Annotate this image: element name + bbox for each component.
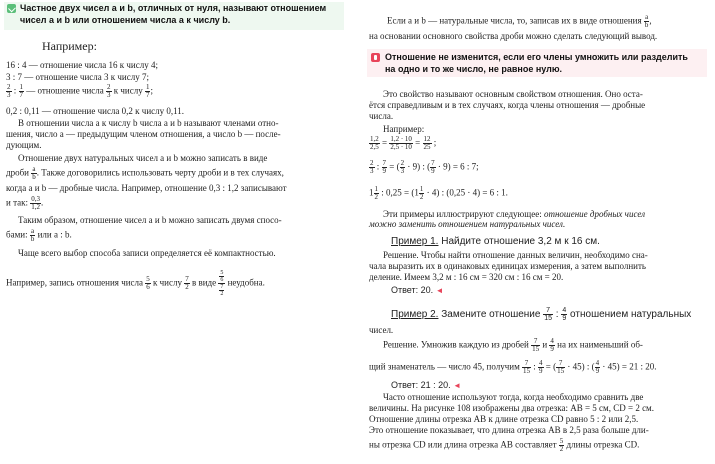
example-2-task-line-2: чисел. (369, 325, 394, 335)
check-rule-icon (7, 4, 16, 13)
fraction-para-line-3: когда a и b — дробные числа. Например, отношение 0,3 : 1,2 записывают (6, 183, 287, 193)
example-line-1: 16 : 4 — отношение числа 16 к числу 4; (6, 60, 158, 70)
fraction-para-line-2: дроби $\frac{a}{b}$ . Также договорились использовать черту дроби и в тех случаях, (6, 165, 284, 181)
example-label: Например: (42, 39, 97, 53)
comparison-line-3: Отношение длины отрезка AB к длине отрезка CD равно 5 : 2 или 2,5. (369, 414, 639, 424)
terms-para-line-2: шения, число a — предыдущим членом отношения, а число b — после- (6, 129, 281, 139)
terms-para-line-3: дующим. (6, 140, 42, 150)
terms-para-line-1: В отношении числа a к числу b числа a и b называют членами отно- (18, 118, 279, 128)
example-line-4: 0,2 : 0,11 — отношение числа 0,2 к числу 0,11. (6, 106, 185, 116)
conclusion-line-2: можно заменить отношением натуральных чисел. (369, 219, 566, 229)
intro-line-2: на основании основного свойства дроби можно сделать следующий вывод. (369, 31, 658, 41)
example-line-2: 3 : 7 — отношение числа 3 к числу 7; (6, 72, 149, 82)
compact-line-1: Чаще всего выбор способа записи определяется её компактностью. (18, 248, 276, 258)
intro-line-1: Если a и b — натуральные числа, то, записав их в виде отношения $\frac{a}{b}$ , (387, 13, 652, 29)
definition-line-2: чисел a и b или отношением числа a к числу b. (20, 15, 231, 25)
example-line-3: $\frac{2}{3}$ : $\frac{1}{7}$ — отношение числа $\frac{2}{3}$ к числу $\frac{1}{7}$ ; (7, 83, 153, 99)
property-line-2: на одно и то же число, не равное нулю. (385, 64, 563, 74)
example-1-solution-line-2: чала выразить их в одинаковых единицах измерения, а затем выполнить (369, 261, 647, 271)
two-ways-line-2: бами: $\frac{a}{b}$ или a : b. (6, 227, 72, 243)
conclusion-line-1: Эти примеры иллюстрируют следующее: отношение дробных чисел (383, 209, 646, 219)
rule-flag-icon (371, 53, 380, 62)
property-line-1: Отношение не изменится, если его члены умножить или разделить (385, 52, 688, 62)
fraction-para-line-1: Отношение двух натуральных чисел a и b можно записать в виде (18, 153, 268, 163)
example-1-solution-line-3: деление. Имеем 3,2 м : 16 см = 320 см : 16 см = 20. (369, 272, 564, 282)
example-1-solution-line-1: Решение. Чтобы найти отношение данных величин, необходимо сна- (383, 250, 648, 260)
two-ways-line-1: Таким образом, отношение чисел a и b можно записать двумя спосо- (18, 215, 282, 225)
examples-label: Например: (383, 124, 425, 134)
calc-line-2: $\frac{2}{3}$ : $\frac{7}{9}$ = ( $\frac{2}{3}$ · 9) : ( $\frac{7}{9}$ · 9) = 6 : 7; (370, 159, 479, 175)
example-2-answer: Ответ: 21 : 20. ◄ (391, 380, 462, 390)
end-of-example-marker-icon-2: ◄ (453, 381, 462, 390)
comparison-line-2: величины. На рисунке 108 изображены два отрезка: AB = 5 см, CD = 2 см. (369, 403, 655, 413)
property-para-line-3: числа. (369, 111, 394, 121)
compact-line-2: Например, запись отношения числа $\frac{5}{6}$ к числу $\frac{7}{2}$ в виде $\frac{\frac{5}{6}}{\frac{7}{2}}$ неудобна. (6, 270, 265, 297)
comparison-line-4: Это отношение показывает, что длина отрезка AB в 2,5 раза больше дли- (369, 425, 649, 435)
calc-line-1: $\frac{1,2}{2,5}$ = $\frac{1,2 \cdot 10}{2,5 \cdot 10}$ = $\frac{12}{25}$ ; (370, 135, 437, 151)
definition-line-1: Частное двух чисел a и b, отличных от нуля, называют отношением (20, 3, 327, 13)
example-2-solution-line-1: Решение. Умножив каждую из дробей $\frac{7}{15}$ и $\frac{4}{9}$ на их наименьший об- (383, 337, 643, 353)
comparison-line-5: ны отрезка CD или длина отрезка AB составляет $\frac{5}{2}$ длины отрезка CD. (369, 437, 640, 453)
example-1-heading: Пример 1. Найдите отношение 3,2 м к 16 см. (391, 236, 600, 247)
end-of-example-marker-icon: ◄ (435, 286, 444, 295)
fraction-para-line-4: и так: $\frac{0,3}{1,2}$ . (6, 195, 44, 211)
example-2-solution-line-2: щий знаменатель — число 45, получим $\frac{7}{15}$ : $\frac{4}{9}$ = ( $\frac{7}{15}$ · 45) : ( $\frac{4}{9}$ · 45) = 21 : 20. (369, 359, 657, 375)
comparison-line-1: Часто отношение используют тогда, когда необходимо сравнить две (383, 392, 644, 402)
calc-line-3: 1 $\frac{1}{2}$ : 0,25 = (1 $\frac{1}{2}$ · 4) : (0,25 · 4) = 6 : 1. (369, 185, 508, 201)
property-para-line-1: Это свойство называют основным свойством отношения. Оно оста- (383, 89, 643, 99)
property-para-line-2: ётся справедливым и в тех случаях, когда члены отношения — дробные (369, 100, 646, 110)
example-1-answer: Ответ: 20. ◄ (391, 285, 444, 295)
example-2-heading: Пример 2. Замените отношение $\frac{7}{15}$ : $\frac{4}{9}$ отношением натуральных (391, 307, 692, 322)
